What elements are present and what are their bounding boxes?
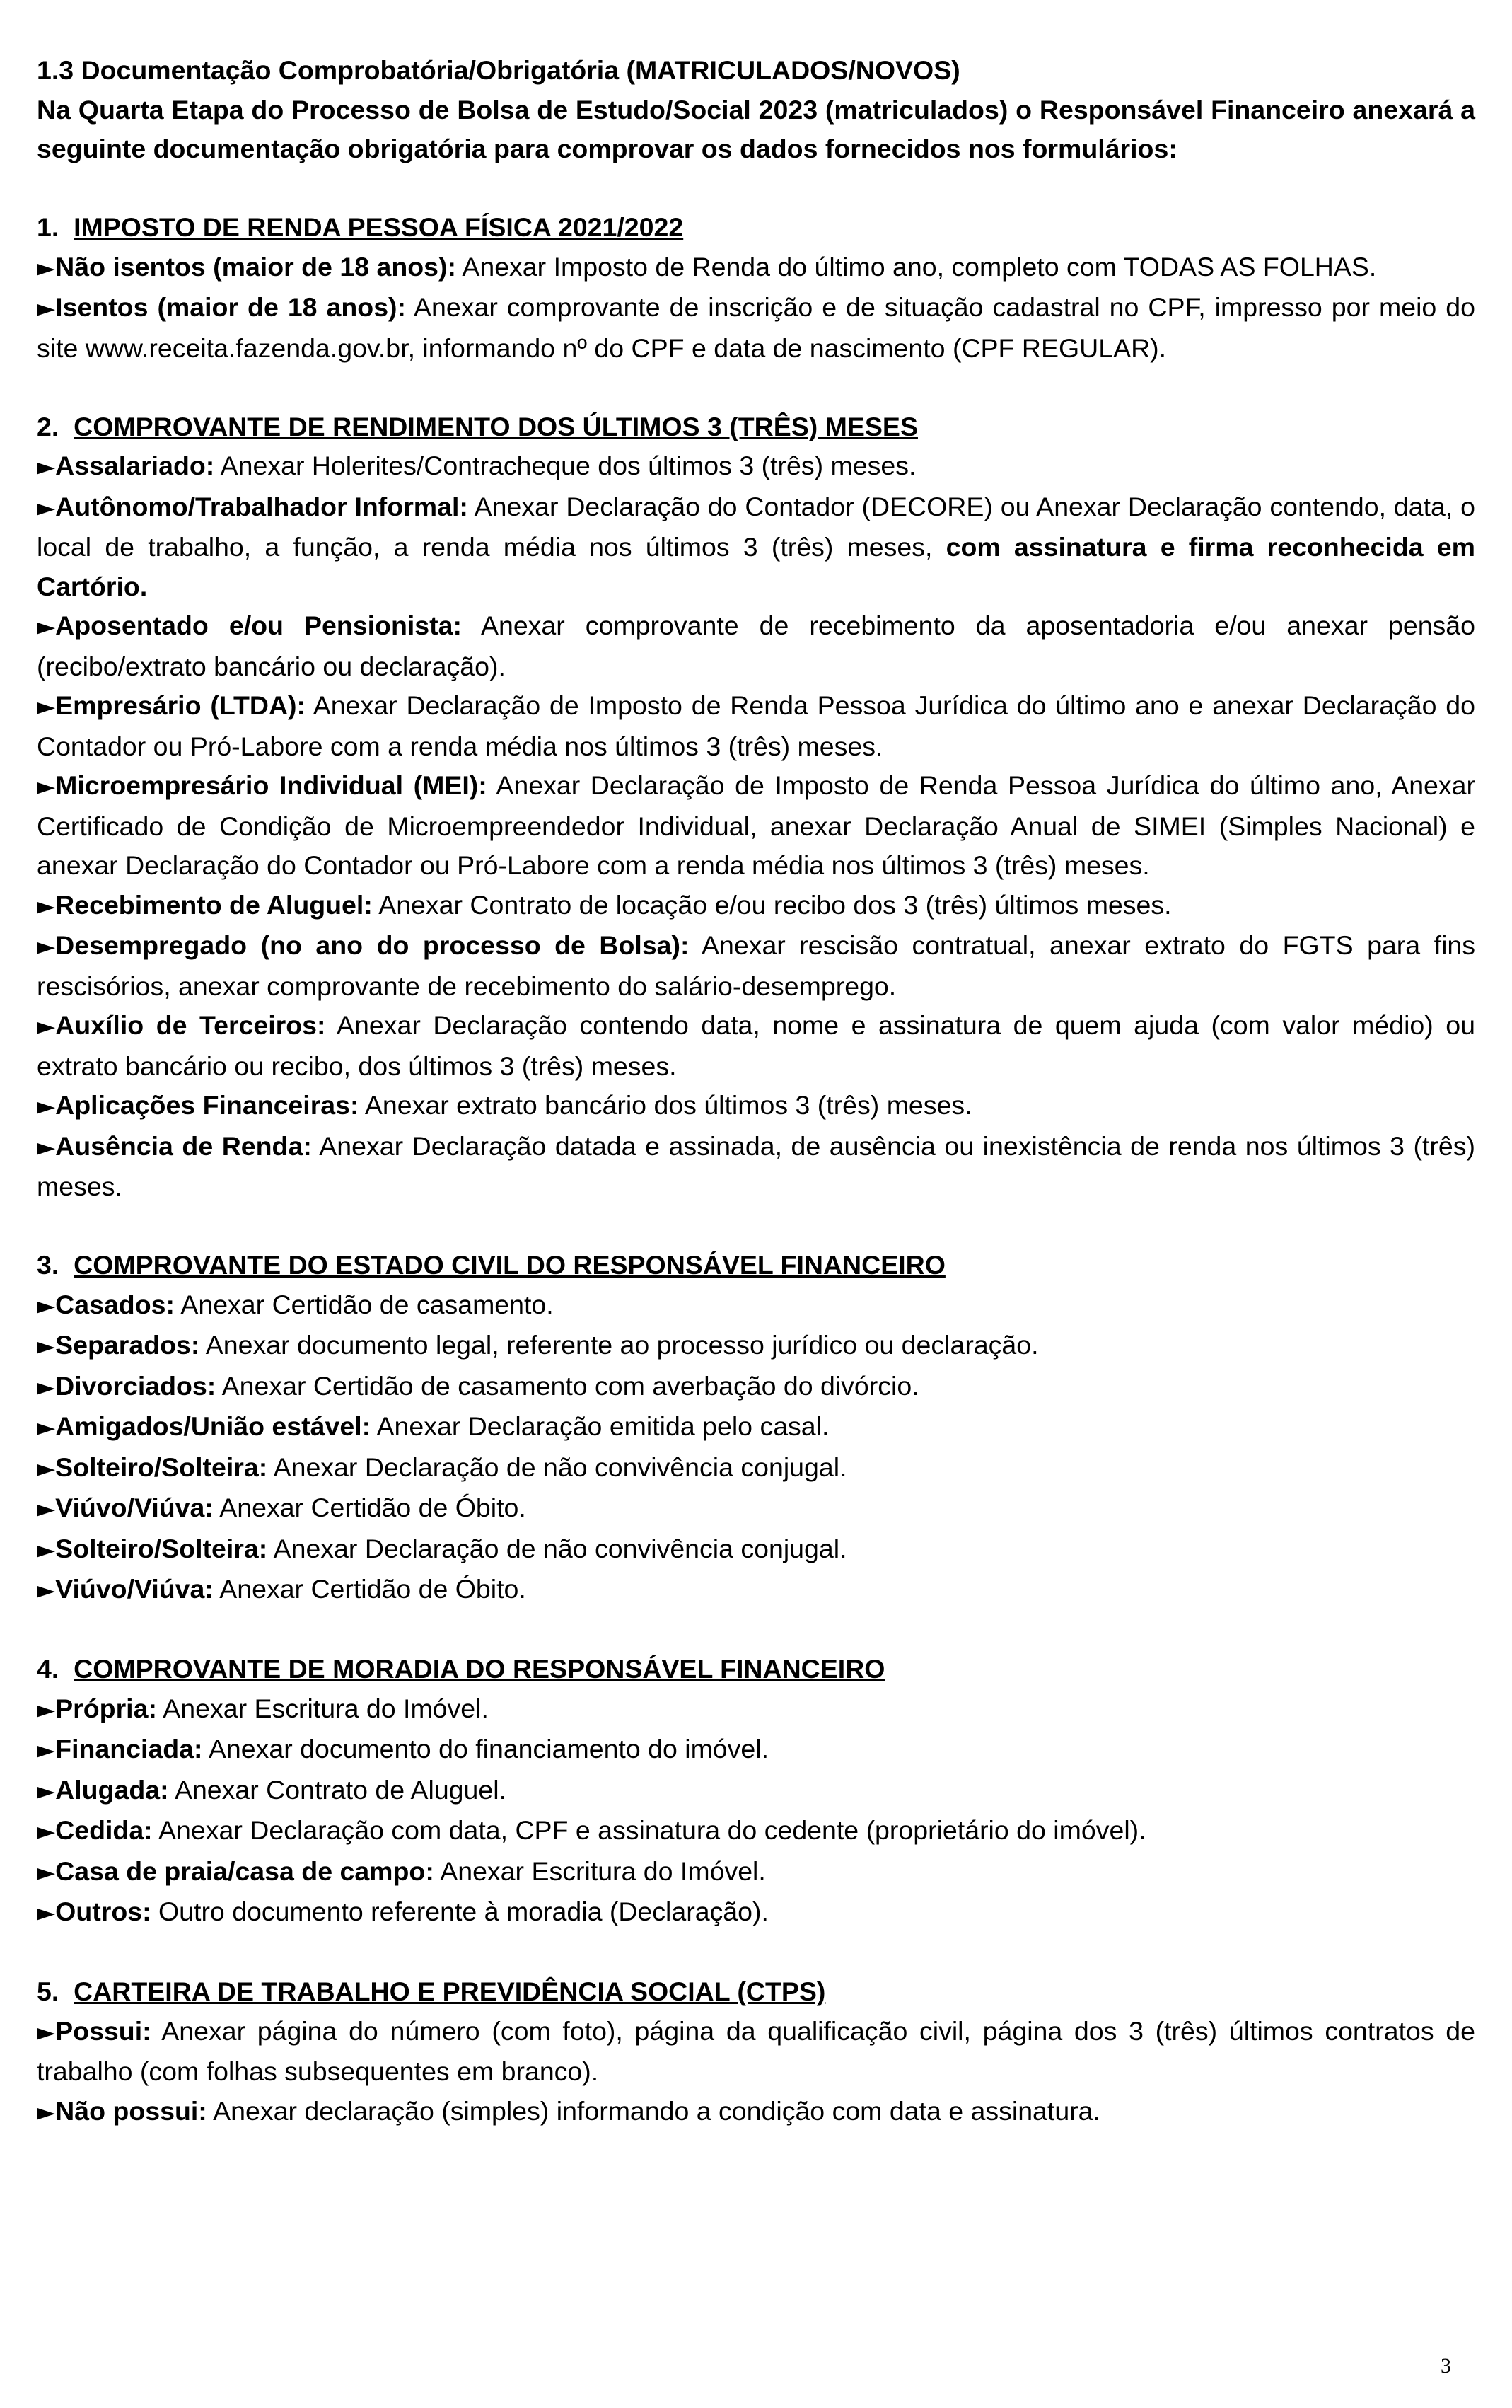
right-pointer-icon: ► xyxy=(37,1736,56,1764)
section-3 xyxy=(37,1246,1475,1611)
item-term: Alugada: xyxy=(55,1774,169,1805)
right-pointer-icon: ► xyxy=(37,493,56,522)
list-item xyxy=(37,1529,1475,1570)
item-text-emphasis: com assinatura e firma reconhecida em Cartório. xyxy=(37,532,1475,601)
section-2 xyxy=(37,407,1475,1207)
list-item xyxy=(37,886,1475,927)
item-text: Anexar Holerites/Contracheque dos últimos 3 (três) meses. xyxy=(220,451,917,480)
right-pointer-icon: ► xyxy=(37,693,56,721)
list-item xyxy=(37,288,1475,368)
list-item xyxy=(37,1407,1475,1448)
item-term: Aplicações Financeiras: xyxy=(55,1090,359,1120)
item-term: Microempresário Individual (MEI): xyxy=(55,770,487,800)
item-term: Empresário (LTDA): xyxy=(55,690,306,720)
list-item xyxy=(37,606,1475,686)
right-pointer-icon: ► xyxy=(37,1413,56,1442)
list-item xyxy=(37,766,1475,886)
item-term: Não possui: xyxy=(55,2095,207,2126)
item-term: Não isentos (maior de 18 anos): xyxy=(55,251,456,282)
right-pointer-icon: ► xyxy=(37,1133,56,1162)
item-term: Casa de praia/casa de campo: xyxy=(55,1856,434,1886)
section-title-text: CARTEIRA DE TRABALHO E PREVIDÊNCIA SOCIAL (CTPS) xyxy=(74,1976,826,2006)
item-text: Anexar Declaração de Imposto de Renda Pessoa Jurídica do último ano, Anexar Certificado de Condição de Microempreendedor Individual, anexar Declaração Anual de SIMEI (Simples Nacional) e anexar Declaração do Contador ou Pró-Labore com a renda média nos últimos 3 (três) meses. xyxy=(37,770,1476,880)
list-item xyxy=(37,446,1475,487)
section-title-text: IMPOSTO DE RENDA PESSOA FÍSICA 2021/2022 xyxy=(74,212,684,242)
right-pointer-icon: ► xyxy=(37,453,56,481)
item-term: Financiada: xyxy=(55,1734,203,1764)
item-text: Anexar Certidão de Óbito. xyxy=(219,1574,526,1604)
right-pointer-icon: ► xyxy=(37,1695,56,1724)
section-number: 4. xyxy=(37,1654,59,1684)
list-item xyxy=(37,686,1475,766)
list-item xyxy=(37,2092,1475,2133)
item-term: Recebimento de Aluguel: xyxy=(55,889,373,920)
list-item xyxy=(37,1811,1475,1852)
item-text: Anexar Declaração datada e assinada, de ausência ou inexistência de renda nos últimos 3 (três) meses. xyxy=(37,1130,1475,1201)
item-term: Isentos (maior de 18 anos): xyxy=(55,292,407,322)
item-text: Anexar comprovante de inscrição e de situação cadastral no CPF, impresso por meio do site www.receita.fazenda.gov.br, informando nº do CPF e data de nascimento (CPF REGULAR). xyxy=(37,292,1475,363)
item-term: Casados: xyxy=(55,1289,175,1319)
item-text: Anexar Certidão de casamento. xyxy=(180,1289,554,1319)
item-text: Anexar extrato bancário dos últimos 3 (três) meses. xyxy=(364,1090,972,1120)
right-pointer-icon: ► xyxy=(37,1817,56,1846)
item-term: Auxílio de Terceiros: xyxy=(55,1010,326,1040)
item-text: Anexar documento legal, referente ao processo jurídico ou declaração. xyxy=(205,1330,1039,1360)
item-term: Viúvo/Viúva: xyxy=(55,1493,214,1522)
item-text: Anexar Declaração contendo data, nome e assinatura de quem ajuda (com valor médio) ou extrato bancário ou recibo, dos últimos 3 (três) meses. xyxy=(37,1010,1475,1081)
section-title xyxy=(37,407,1475,447)
list-item xyxy=(37,1285,1475,1326)
list-item xyxy=(37,1367,1475,1408)
right-pointer-icon: ► xyxy=(37,613,56,641)
right-pointer-icon: ► xyxy=(37,1332,56,1360)
document-page xyxy=(37,51,1475,2132)
item-term: Amigados/União estável: xyxy=(55,1411,371,1441)
list-item xyxy=(37,1448,1475,1489)
item-term: Outros: xyxy=(55,1897,151,1926)
list-item xyxy=(37,487,1475,607)
item-text: Anexar Certidão de Óbito. xyxy=(219,1493,526,1522)
list-item xyxy=(37,1730,1475,1771)
section-number: 1. xyxy=(37,212,59,242)
section-4 xyxy=(37,1650,1475,1933)
item-text: Anexar Declaração de não convivência conjugal. xyxy=(273,1533,847,1563)
list-item xyxy=(37,1127,1475,1207)
right-pointer-icon: ► xyxy=(37,1495,56,1523)
right-pointer-icon: ► xyxy=(37,932,56,961)
right-pointer-icon: ► xyxy=(37,2018,56,2047)
section-title xyxy=(37,1246,1475,1285)
item-text: Anexar Declaração de não convivência conjugal. xyxy=(273,1452,847,1482)
item-text: Anexar Imposto de Renda do último ano, completo com TODAS AS FOLHAS. xyxy=(462,251,1377,282)
list-item xyxy=(37,1488,1475,1529)
right-pointer-icon: ► xyxy=(37,253,56,282)
sections-container xyxy=(37,208,1475,2132)
item-term: Viúvo/Viúva: xyxy=(55,1574,214,1604)
list-item xyxy=(37,1852,1475,1893)
section-title-text: COMPROVANTE DE MORADIA DO RESPONSÁVEL FINANCEIRO xyxy=(74,1654,885,1684)
section-number: 3. xyxy=(37,1250,59,1280)
list-item xyxy=(37,1771,1475,1812)
section-title xyxy=(37,208,1475,248)
document-heading: 1.3 Documentação Comprobatória/Obrigatória (MATRICULADOS/NOVOS) xyxy=(37,55,960,85)
item-term: Cedida: xyxy=(55,1815,153,1845)
list-item xyxy=(37,1892,1475,1933)
item-term: Desempregado (no ano do processo de Bolsa): xyxy=(55,930,690,960)
right-pointer-icon: ► xyxy=(37,1899,56,1927)
item-term: Ausência de Renda: xyxy=(55,1130,312,1161)
section-title-text: COMPROVANTE DE RENDIMENTO DOS ÚLTIMOS 3 (TRÊS) MESES xyxy=(74,411,918,441)
item-text: Anexar Contrato de locação e/ou recibo dos 3 (três) últimos meses. xyxy=(378,889,1172,920)
right-pointer-icon: ► xyxy=(37,2097,56,2126)
right-pointer-icon: ► xyxy=(37,1372,56,1401)
right-pointer-icon: ► xyxy=(37,294,56,323)
list-item xyxy=(37,1689,1475,1730)
item-text: Anexar Certidão de casamento com averbação do divórcio. xyxy=(221,1370,919,1401)
item-term: Possui: xyxy=(55,2015,151,2046)
right-pointer-icon: ► xyxy=(37,1291,56,1320)
item-text: Anexar Escritura do Imóvel. xyxy=(163,1693,489,1723)
item-text: Anexar Declaração com data, CPF e assinatura do cedente (proprietário do imóvel). xyxy=(158,1815,1146,1845)
section-number: 2. xyxy=(37,411,59,441)
section-5 xyxy=(37,1972,1475,2132)
item-text: Anexar declaração (simples) informando a condição com data e assinatura. xyxy=(213,2095,1100,2126)
list-item xyxy=(37,1326,1475,1367)
list-item xyxy=(37,1086,1475,1127)
item-text: Anexar Declaração emitida pelo casal. xyxy=(376,1411,830,1441)
item-term: Divorciados: xyxy=(55,1370,216,1401)
item-term: Própria: xyxy=(55,1693,157,1723)
item-term: Aposentado e/ou Pensionista: xyxy=(55,610,462,640)
list-item xyxy=(37,2012,1475,2092)
section-title xyxy=(37,1650,1475,1689)
item-text: Anexar comprovante de recebimento da aposentadoria e/ou anexar pensão (recibo/extrato bancário ou declaração). xyxy=(37,610,1476,681)
list-item xyxy=(37,1006,1475,1086)
right-pointer-icon: ► xyxy=(37,1454,56,1483)
list-item xyxy=(37,248,1475,289)
section-number: 5. xyxy=(37,1976,59,2006)
right-pointer-icon: ► xyxy=(37,1776,56,1805)
item-text: Outro documento referente à moradia (Declaração). xyxy=(158,1897,769,1926)
item-text: Anexar rescisão contratual, anexar extrato do FGTS para fins rescisórios, anexar comprovante de recebimento do salário-desemprego. xyxy=(37,930,1476,1001)
document-intro: Na Quarta Etapa do Processo de Bolsa de Estudo/Social 2023 (matriculados) o Responsável Financeiro anexará a seguinte documentação obrigatória para comprovar os dados fornecidos nos formulários: xyxy=(37,94,1475,163)
right-pointer-icon: ► xyxy=(37,1576,56,1604)
section-1 xyxy=(37,208,1475,368)
item-term: Solteiro/Solteira: xyxy=(55,1452,268,1482)
right-pointer-icon: ► xyxy=(37,1535,56,1564)
item-text: Anexar Declaração do Contador (DECORE) ou Anexar Declaração contendo, data, o local de trabalho, a função, a renda média nos últimos 3 (três) meses, xyxy=(37,491,1475,562)
right-pointer-icon: ► xyxy=(37,1858,56,1887)
right-pointer-icon: ► xyxy=(37,1092,56,1121)
item-text: Anexar Declaração de Imposto de Renda Pessoa Jurídica do último ano e anexar Declaração do Contador ou Pró-Labore com a renda média nos últimos 3 (três) meses. xyxy=(37,690,1475,761)
list-item xyxy=(37,1570,1475,1611)
right-pointer-icon: ► xyxy=(37,891,56,920)
item-term: Autônomo/Trabalhador Informal: xyxy=(55,491,468,521)
page-number: 3 xyxy=(1441,2354,1451,2378)
right-pointer-icon: ► xyxy=(37,772,56,801)
item-term: Separados: xyxy=(55,1330,200,1360)
right-pointer-icon: ► xyxy=(37,1012,56,1041)
item-term: Assalariado: xyxy=(55,451,215,480)
item-text: Anexar página do número (com foto), página da qualificação civil, página dos 3 (três) últimos contratos de trabalho (com folhas subsequentes em branco). xyxy=(37,2015,1475,2086)
list-item xyxy=(37,926,1475,1006)
section-title-text: COMPROVANTE DO ESTADO CIVIL DO RESPONSÁVEL FINANCEIRO xyxy=(74,1250,946,1280)
section-title xyxy=(37,1972,1475,2012)
item-text: Anexar Escritura do Imóvel. xyxy=(440,1856,766,1886)
item-term: Solteiro/Solteira: xyxy=(55,1533,268,1563)
item-text: Anexar documento do financiamento do imóvel. xyxy=(208,1734,769,1764)
item-text: Anexar Contrato de Aluguel. xyxy=(174,1774,506,1805)
